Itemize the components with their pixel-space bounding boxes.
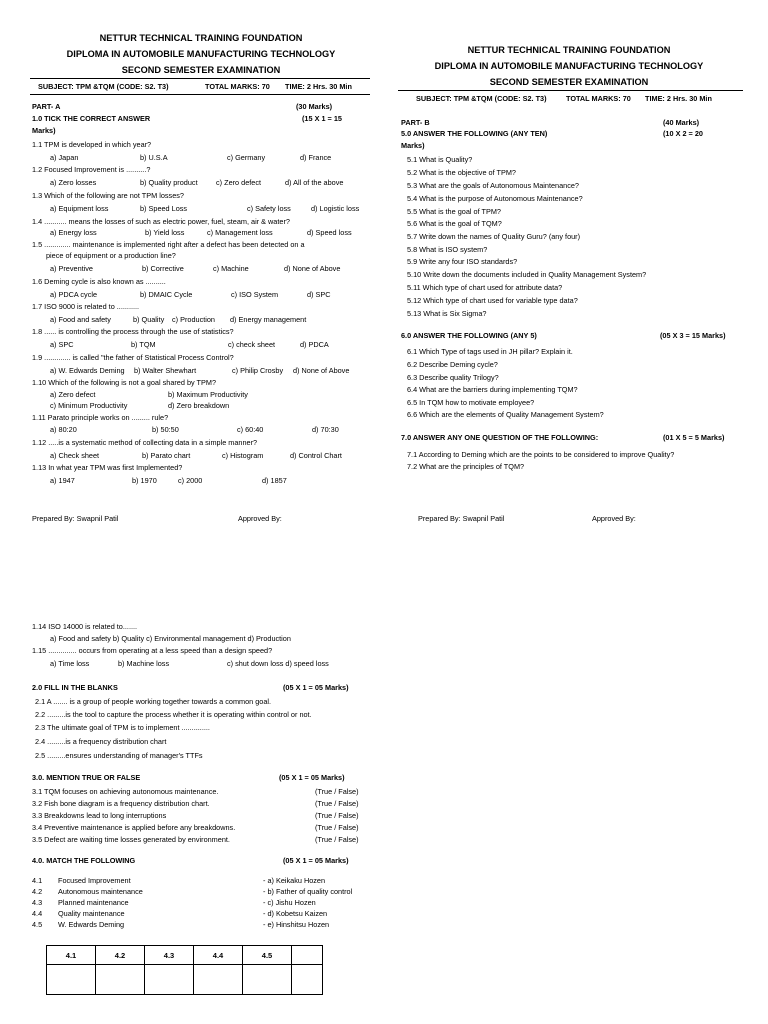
grid-answer-cell[interactable] xyxy=(96,965,145,995)
match-right: - d) Kobetsu Kaizen xyxy=(263,909,328,918)
option-a: a) Zero losses xyxy=(50,178,97,187)
program-name: DIPLOMA IN AUTOMOBILE MANUFACTURING TECHNOLOGY xyxy=(434,61,704,71)
option-c: c) shut down loss d) speed loss xyxy=(227,659,329,668)
section-3-title: 3.0. MENTION TRUE OR FALSE xyxy=(32,773,141,782)
question-item: 6.6 Which are the elements of Quality Management System? xyxy=(407,410,604,419)
question-text: 1.3 Which of the following are not TPM losses? xyxy=(32,191,184,200)
program-name: DIPLOMA IN AUTOMOBILE MANUFACTURING TECHNOLOGY xyxy=(66,49,336,59)
grid-header: 4.3 xyxy=(145,946,194,965)
option-a: a) 80:20 xyxy=(50,425,77,434)
tf-item: 3.1 TQM focuses on achieving autonomous maintenance. xyxy=(32,787,219,796)
section-7-title: 7.0 ANSWER ANY ONE QUESTION OF THE FOLLOWING: xyxy=(401,433,599,442)
section-5-marks-cont: Marks) xyxy=(401,141,425,150)
question-item: 5.5 What is the goal of TPM? xyxy=(407,207,501,216)
match-left: Planned maintenance xyxy=(58,898,129,907)
option-b: b) 50:50 xyxy=(152,425,179,434)
match-right: - a) Keikaku Hozen xyxy=(263,876,326,885)
question-text: 1.4 ........... means the losses of such as electric power, fuel, steam, air & water? xyxy=(32,217,290,226)
match-number: 4.3 xyxy=(32,898,43,907)
option-c: c) Philip Crosby xyxy=(232,366,284,375)
institute-name: NETTUR TECHNICAL TRAINING FOUNDATION xyxy=(467,45,671,55)
question-text: 1.12 .....is a systematic method of collecting data in a simple manner? xyxy=(32,438,258,447)
question-item: 6.5 In TQM how to motivate employee? xyxy=(407,398,535,407)
question-text: 1.13 In what year TPM was first Implemented? xyxy=(32,463,183,472)
match-right: - c) Jishu Hozen xyxy=(263,898,316,907)
header-divider xyxy=(398,90,743,91)
tf-item: 3.2 Fish bone diagram is a frequency distribution chart. xyxy=(32,799,210,808)
match-left: W. Edwards Deming xyxy=(58,920,125,929)
match-left: Quality maintenance xyxy=(58,909,125,918)
approved-by: Approved By: xyxy=(238,514,282,523)
question-text: 1.6 Deming cycle is also known as .......... xyxy=(32,277,166,286)
option-d: d) 1857 xyxy=(262,476,287,485)
question-text: 1.14 ISO 14000 is related to....... xyxy=(32,622,138,631)
option-b: b) DMAIC Cycle xyxy=(140,290,193,299)
option-d: d) France xyxy=(300,153,332,162)
option-d: d) Energy management xyxy=(230,315,307,324)
fill-item: 2.2 .........is the tool to capture the process whether it is operating within control or not. xyxy=(35,710,312,719)
time-label: TIME: 2 Hrs. 30 Min xyxy=(645,94,712,103)
option-a: a) Japan xyxy=(50,153,79,162)
question-text: 1.1 TPM is developed in which year? xyxy=(32,140,152,149)
subject-label: SUBJECT: TPM &TQM (CODE: S2. T3) xyxy=(416,94,547,103)
match-left: Focused Improvement xyxy=(58,876,131,885)
option-b: b) Corrective xyxy=(142,264,184,273)
match-number: 4.5 xyxy=(32,920,43,929)
option-a: a) Preventive xyxy=(50,264,93,273)
section-1-title: 1.0 TICK THE CORRECT ANSWER xyxy=(32,114,151,123)
option-a: a) Equipment loss xyxy=(50,204,109,213)
question-item: 7.1 According to Deming which are the points to be considered to improve Quality? xyxy=(407,450,675,459)
option-a: a) PDCA cycle xyxy=(50,290,98,299)
question-item: 5.13 What is Six Sigma? xyxy=(407,309,487,318)
option-b: b) U.S.A xyxy=(140,153,168,162)
section-2-marks: (05 X 1 = 05 Marks) xyxy=(283,683,349,692)
fill-item: 2.1 A ....... is a group of people working together towards a common goal. xyxy=(35,697,272,706)
grid-answer-cell[interactable] xyxy=(145,965,194,995)
section-4-title: 4.0. MATCH THE FOLLOWING xyxy=(32,856,136,865)
section-6-title: 6.0 ANSWER THE FOLLOWING (ANY 5) xyxy=(401,331,537,340)
question-text: 1.15 .............. occurs from operating at a less speed than a design speed? xyxy=(32,646,273,655)
question-text: 1.11 Parato principle works on ......... rule? xyxy=(32,413,169,422)
subject-label: SUBJECT: TPM &TQM (CODE: S2. T3) xyxy=(38,82,169,91)
tf-answer: (True / False) xyxy=(315,787,359,796)
section-3-marks: (05 X 1 = 05 Marks) xyxy=(279,773,345,782)
section-5-title: 5.0 ANSWER THE FOLLOWING (ANY TEN) xyxy=(401,129,548,138)
question-item: 6.2 Describe Deming cycle? xyxy=(407,360,498,369)
fill-item: 2.5 .........ensures understanding of manager's TTFs xyxy=(35,751,203,760)
question-item: 7.2 What are the principles of TQM? xyxy=(407,462,525,471)
fill-item: 2.4 .........is a frequency distribution chart xyxy=(35,737,167,746)
section-7-marks: (01 X 5 = 5 Marks) xyxy=(663,433,725,442)
option-b: b) Quality xyxy=(133,315,165,324)
option-d: d) PDCA xyxy=(300,340,329,349)
question-text: 1.8 ...... is controlling the process through the use of statistics? xyxy=(32,327,234,336)
option-b: b) 1970 xyxy=(132,476,157,485)
option-c: c) Production xyxy=(172,315,215,324)
grid-header: 4.2 xyxy=(96,946,145,965)
header-divider xyxy=(30,94,370,95)
question-item: 5.7 Write down the names of Quality Guru? (any four) xyxy=(407,232,581,241)
option-c: c) Zero defect xyxy=(216,178,262,187)
tf-answer: (True / False) xyxy=(315,823,359,832)
option-b: b) Walter Shewhart xyxy=(134,366,197,375)
option-a: a) Time loss xyxy=(50,659,90,668)
option-a: a) Check sheet xyxy=(50,451,100,460)
total-marks-label: TOTAL MARKS: 70 xyxy=(566,94,631,103)
option-b: b) TQM xyxy=(131,340,156,349)
tf-answer: (True / False) xyxy=(315,799,359,808)
option-d: d) Zero breakdown xyxy=(168,401,230,410)
option-c: c) Histogram xyxy=(222,451,264,460)
option-b: b) Speed Loss xyxy=(140,204,188,213)
match-number: 4.2 xyxy=(32,887,43,896)
tf-answer: (True / False) xyxy=(315,811,359,820)
option-a: a) Food and safety xyxy=(50,315,111,324)
question-item: 5.6 What is the goal of TQM? xyxy=(407,219,502,228)
grid-answer-cell[interactable] xyxy=(243,965,292,995)
option-d: d) All of the above xyxy=(285,178,344,187)
option-d: d) None of Above xyxy=(293,366,350,375)
option-d: d) Speed loss xyxy=(307,228,352,237)
question-text: 1.10 Which of the following is not a goal shared by TPM? xyxy=(32,378,217,387)
option-a: a) Energy loss xyxy=(50,228,97,237)
option-c: c) Machine xyxy=(213,264,249,273)
institute-name: NETTUR TECHNICAL TRAINING FOUNDATION xyxy=(99,33,303,43)
option-d: d) 70:30 xyxy=(312,425,339,434)
tf-answer: (True / False) xyxy=(315,835,359,844)
question-text: 1.5 ............. maintenance is implemented right after a defect has been detected on a xyxy=(32,240,305,249)
grid-answer-cell[interactable] xyxy=(292,965,323,995)
option-a: a) W. Edwards Deming xyxy=(50,366,125,375)
option-d: d) SPC xyxy=(307,290,331,299)
option-b: b) Parato chart xyxy=(142,451,191,460)
section-1-marks-cont: Marks) xyxy=(32,126,56,135)
grid-answer-cell[interactable] xyxy=(194,965,243,995)
question-text-cont: piece of equipment or a production line? xyxy=(46,251,176,260)
option-c: c) Germany xyxy=(227,153,266,162)
option-b: b) Machine loss xyxy=(118,659,170,668)
section-2-title: 2.0 FILL IN THE BLANKS xyxy=(32,683,118,692)
section-5-marks: (10 X 2 = 20 xyxy=(663,129,703,138)
tf-item: 3.5 Defect are waiting time losses generated by environment. xyxy=(32,835,230,844)
question-text: 1.9 ............. is called "the father of Statistical Process Control? xyxy=(32,353,234,362)
match-answer-grid xyxy=(46,945,323,995)
option-a: a) 1947 xyxy=(50,476,75,485)
header-divider xyxy=(30,78,370,79)
part-a-title: PART- A xyxy=(32,102,61,111)
grid-header: 4.4 xyxy=(194,946,243,965)
match-right: - b) Father of quality control xyxy=(263,887,353,896)
option-c: c) 60:40 xyxy=(237,425,264,434)
section-4-marks: (05 X 1 = 05 Marks) xyxy=(283,856,349,865)
fill-item: 2.3 The ultimate goal of TPM is to implement .............. xyxy=(35,723,210,732)
option-b: b) Maximum Productivity xyxy=(168,390,248,399)
option-a: a) Zero defect xyxy=(50,390,96,399)
question-item: 5.1 What is Quality? xyxy=(407,155,473,164)
option-c: c) ISO System xyxy=(231,290,279,299)
match-number: 4.4 xyxy=(32,909,43,918)
section-6-marks: (05 X 3 = 15 Marks) xyxy=(660,331,726,340)
option-c: c) Management loss xyxy=(207,228,273,237)
exam-name: SECOND SEMESTER EXAMINATION xyxy=(121,65,281,75)
option-d: d) None of Above xyxy=(284,264,341,273)
time-label: TIME: 2 Hrs. 30 Min xyxy=(285,82,352,91)
question-item: 5.8 What is ISO system? xyxy=(407,245,488,254)
approved-by: Approved By: xyxy=(592,514,636,523)
question-item: 5.3 What are the goals of Autonomous Maintenance? xyxy=(407,181,579,190)
grid-header-blank xyxy=(292,946,323,965)
option-d: d) Control Chart xyxy=(290,451,342,460)
option-d: d) Logistic loss xyxy=(311,204,360,213)
question-item: 5.9 Write any four ISO standards? xyxy=(407,257,518,266)
total-marks-label: TOTAL MARKS: 70 xyxy=(205,82,270,91)
option-b: b) Yield loss xyxy=(145,228,185,237)
tf-item: 3.4 Preventive maintenance is applied before any breakdowns. xyxy=(32,823,236,832)
question-item: 5.12 Which type of chart used for variable type data? xyxy=(407,296,578,305)
question-text: 1.2 Focused Improvement is ..........? xyxy=(32,165,151,174)
option-c: c) Safety loss xyxy=(247,204,291,213)
section-1-marks: (15 X 1 = 15 xyxy=(302,114,342,123)
option-c: c) Minimum Productivity xyxy=(50,401,128,410)
question-item: 6.1 Which Type of tags used in JH pillar? Explain it. xyxy=(407,347,573,356)
part-b-title: PART- B xyxy=(401,118,430,127)
prepared-by: Prepared By: Swapnil Patil xyxy=(418,514,505,523)
question-item: 6.4 What are the barriers during implementing TQM? xyxy=(407,385,578,394)
match-number: 4.1 xyxy=(32,876,43,885)
question-options: a) Food and safety b) Quality c) Environmental management d) Production xyxy=(50,634,291,643)
option-b: b) Quality product xyxy=(140,178,198,187)
match-right: - e) Hinshitsu Hozen xyxy=(263,920,330,929)
tf-item: 3.3 Breakdowns lead to long interruptions xyxy=(32,811,167,820)
grid-header: 4.1 xyxy=(47,946,96,965)
option-a: a) SPC xyxy=(50,340,74,349)
part-b-marks: (40 Marks) xyxy=(663,118,700,127)
question-text: 1.7 ISO 9000 is related to ........... xyxy=(32,302,140,311)
prepared-by: Prepared By: Swapnil Patil xyxy=(32,514,119,523)
grid-answer-cell[interactable] xyxy=(47,965,96,995)
question-item: 5.4 What is the purpose of Autonomous Maintenance? xyxy=(407,194,583,203)
part-a-marks: (30 Marks) xyxy=(296,102,333,111)
option-c: c) 2000 xyxy=(178,476,203,485)
question-item: 5.11 Which type of chart used for attribute data? xyxy=(407,283,563,292)
exam-name: SECOND SEMESTER EXAMINATION xyxy=(489,77,649,87)
question-item: 6.3 Describe quality Trilogy? xyxy=(407,373,499,382)
question-item: 5.10 Write down the documents included in Quality Management System? xyxy=(407,270,647,279)
grid-header: 4.5 xyxy=(243,946,292,965)
question-item: 5.2 What is the objective of TPM? xyxy=(407,168,516,177)
option-c: c) check sheet xyxy=(228,340,276,349)
match-left: Autonomous maintenance xyxy=(58,887,143,896)
